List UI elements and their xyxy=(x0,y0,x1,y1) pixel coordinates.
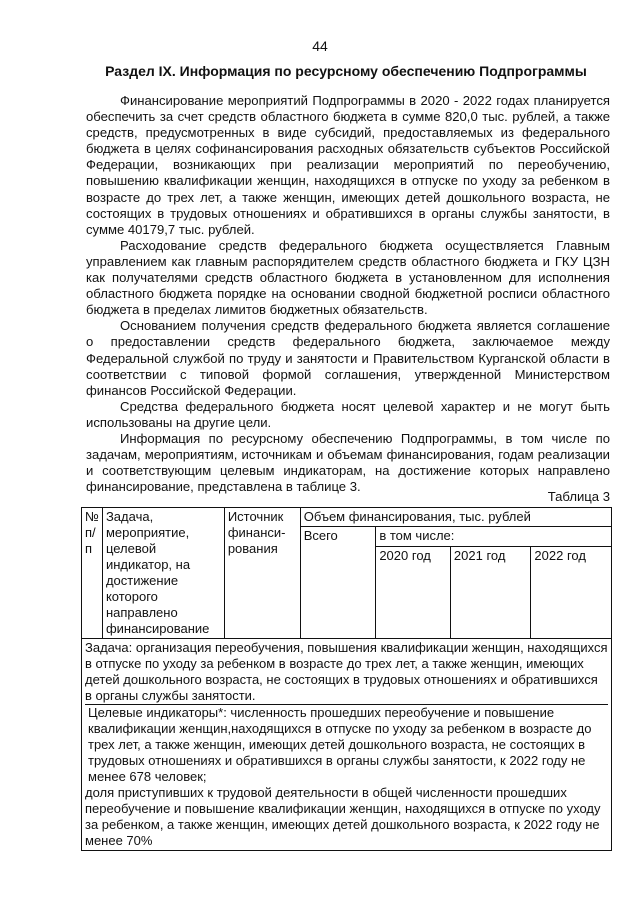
resource-table xyxy=(81,507,612,851)
header-2022: 2022 год xyxy=(531,547,612,639)
paragraph-purpose: Средства федерального бюджета носят целевой характер и не могут быть использованы на другие цели. xyxy=(86,398,610,430)
header-num: № п/п xyxy=(82,508,103,639)
paragraph-basis: Основанием получения средств федерального бюджета является соглашение о предоставлении средств федерального бюджета, заключаемое между Федеральной службой по труду и занятости и Правительством Курганской области в соответствии с типовой формой соглашения, утвержденной Министерством финансов Российской Федерации. xyxy=(86,318,610,398)
header-total: Всего xyxy=(300,527,376,639)
header-source: Источник финанси-рования xyxy=(224,508,300,639)
header-task: Задача, мероприятие, целевой индикатор, на достижение которого направлено финансирование xyxy=(102,508,224,639)
indicator-text-share: доля приступивших к трудовой деятельности в общей численности прошедших переобучение и повышение квалификации женщин, находящихся в отпуске по уходу за ребенком, а также женщин, имеющих детей дошкольного возраста, к 2022 году не менее 70% xyxy=(85,785,601,848)
section-title: Раздел IX. Информация по ресурсному обеспечению Подпрограммы xyxy=(105,63,587,79)
body-text xyxy=(86,93,610,495)
header-including: в том числе: xyxy=(376,527,612,547)
header-2021: 2021 год xyxy=(450,547,531,639)
paragraph-table-reference: Информация по ресурсному обеспечению Подпрограммы, в том числе по задачам, мероприятиям, источникам и объемам финансирования, годам реализации и соответствующим целевым индикаторам, на достижение которых направлено финансирование, представлена в таблице 3. xyxy=(86,430,610,495)
header-2020: 2020 год xyxy=(376,547,451,639)
task-cell xyxy=(82,639,612,851)
header-volume: Объем финансирования, тыс. рублей xyxy=(300,508,611,527)
paragraph-spending: Расходование средств федерального бюджета осуществляется Главным управлением как главным распорядителем средств областного бюджета и ГКУ ЦЗН как получателями средств областного бюджета в установленном для исполнения областного бюджета порядке на основании сводной бюджетной росписи областного бюджета в пределах лимитов бюджетных обязательств. xyxy=(86,237,610,318)
page-number: 44 xyxy=(312,38,328,54)
indicator-text: Целевые индикаторы*: численность прошедших переобучение и повышение квалификации женщин,находящихся в отпуске по уходу за ребенком в возрасте до трех лет, а также женщин, имеющих детей дошкольного возраста, не состоящих в трудовых отношениях и обратившихся в органы службы занятости, к 2022 году не менее 678 человек; xyxy=(85,704,608,785)
table-caption: Таблица 3 xyxy=(547,489,610,504)
paragraph-financing: Финансирование мероприятий Подпрограммы в 2020 - 2022 годах планируется обеспечить за счет средств областного бюджета в сумме 820,0 тыс. рублей, а также средств, предусмотренных в виде субсидий, предоставляемых из федерального бюджета в целях софинансирования расходных обязательств субъектов Российской Федерации, возникающих при реализации мероприятий по переобучению, повышению квалификации женщин, находящихся в отпуске по уходу за ребенком в возрасте до трех лет, а также женщин, имеющих детей дошкольного возраста, не состоящих в трудовых отношениях и обратившихся в органы службы занятости, в сумме 40179,7 тыс. рублей. xyxy=(86,93,610,237)
task-text: Задача: организация переобучения, повышения квалификации женщин, находящихся в отпуске по уходу за ребенком в возрасте до трех лет, а также женщин, имеющих детей дошкольного возраста, не состоящих в трудовых отношениях и обратившихся в органы службы занятости. xyxy=(85,640,608,703)
